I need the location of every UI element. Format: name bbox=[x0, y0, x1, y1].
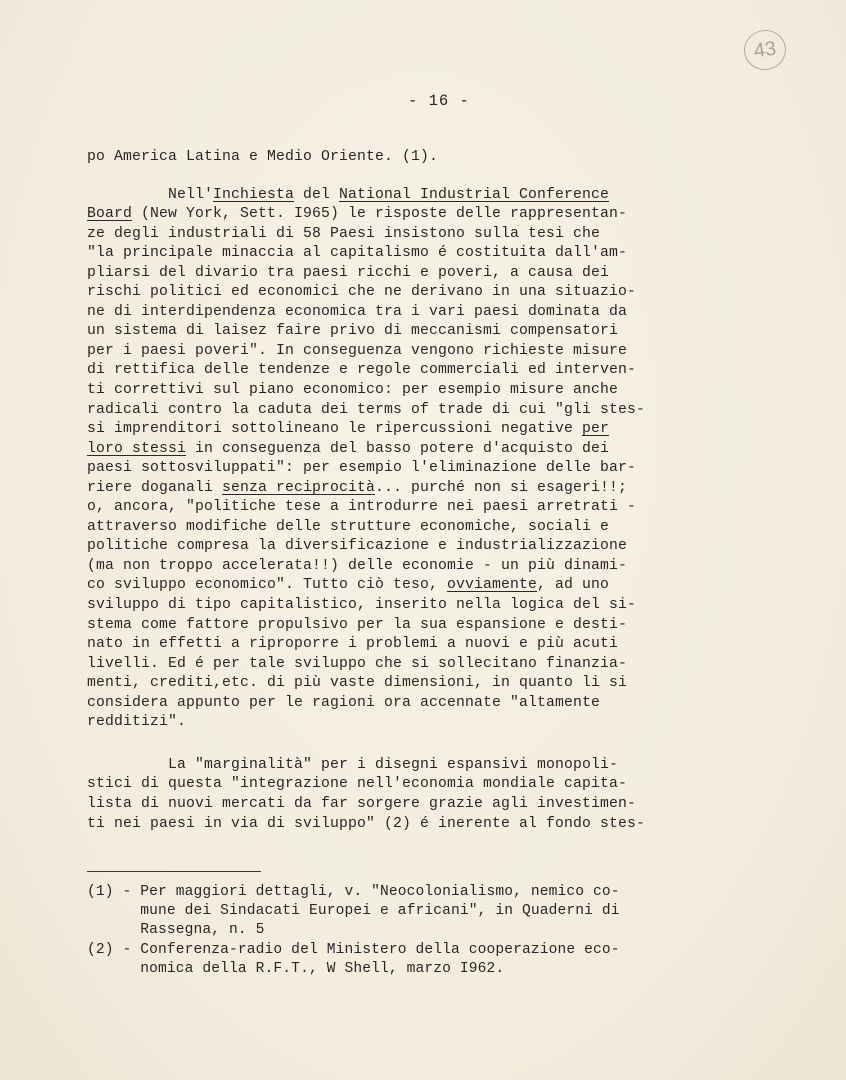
text-line: loro stessi in conseguenza del basso potere d'acquisto dei bbox=[87, 440, 609, 457]
underlined-text: Board bbox=[87, 206, 132, 223]
text-line: stema come fattore propulsivo per la sua espansione e desti- bbox=[87, 616, 627, 633]
text-line: ne di interdipendenza economica tra i vari paesi dominata da bbox=[87, 303, 627, 320]
text-line: radicali contro la caduta dei terms of trade di cui "gli stes- bbox=[87, 401, 645, 418]
text-line: o, ancora, "politiche tese a introdurre nei paesi arretrati - bbox=[87, 499, 636, 516]
text-line: lista di nuovi mercati da far sorgere grazie agli investimen- bbox=[87, 795, 636, 812]
text-line: politiche compresa la diversificazione e industrializzazione bbox=[87, 538, 627, 555]
text-line: livelli. Ed é per tale sviluppo che si sollecitano finanzia- bbox=[87, 655, 627, 672]
text-line: nato in effetti a riproporre i problemi a nuovi e più acuti bbox=[87, 636, 618, 653]
footnote-line: Rassegna, n. 5 bbox=[87, 922, 265, 939]
text-line: ze degli industriali di 58 Paesi insistono sulla tesi che bbox=[87, 225, 600, 242]
footnote-line: nomica della R.F.T., W Shell, marzo I962. bbox=[87, 960, 505, 977]
underlined-text: Inchiesta bbox=[213, 186, 294, 203]
text-line: "la principale minaccia al capitalismo é costituita dall'am- bbox=[87, 245, 627, 262]
underlined-text: ovviamente bbox=[446, 577, 537, 594]
text-line: ti correttivi sul piano economico: per esempio misure anche bbox=[87, 382, 618, 399]
text-line: Nell'Inchiesta del National Industrial Conference bbox=[87, 186, 609, 203]
text-line: redditizi". bbox=[87, 714, 186, 731]
text-line: ti nei paesi in via di sviluppo" (2) é inerente al fondo stes- bbox=[87, 815, 645, 832]
paragraph-2 bbox=[87, 756, 727, 834]
text-line: La "marginalità" per i disegni espansivi monopoli- bbox=[87, 756, 618, 773]
text-line: paesi sottosviluppati": per esempio l'eliminazione delle bar- bbox=[87, 460, 636, 477]
text-line: di rettifica delle tendenze e regole commerciali ed interven- bbox=[87, 362, 636, 379]
body-text bbox=[87, 148, 727, 834]
text-line: si imprenditori sottolineano le ripercussioni negative per bbox=[87, 421, 609, 438]
text-line: (ma non troppo accelerata!!) delle economie - un più dinami- bbox=[87, 557, 627, 574]
text-line: Board (New York, Sett. I965) le risposte delle rappresentan- bbox=[87, 206, 627, 223]
footnote-line: mune dei Sindacati Europei e africani", in Quaderni di bbox=[87, 903, 620, 920]
underlined-text: per bbox=[581, 421, 609, 438]
page-stamp: 43 bbox=[741, 27, 788, 72]
underlined-text: senza reciprocità bbox=[222, 479, 375, 496]
text-line: riere doganali senza reciprocità... purché non si esageri!!; bbox=[87, 479, 627, 496]
text-line: rischi politici ed economici che ne derivano in una situazio- bbox=[87, 284, 636, 301]
text-line: considera appunto per le ragioni ora accennate "altamente bbox=[87, 694, 600, 711]
footnotes bbox=[87, 883, 727, 979]
text-line: sviluppo di tipo capitalistico, inserito nella logica del si- bbox=[87, 597, 636, 614]
text-line: stici di questa "integrazione nell'economia mondiale capita- bbox=[87, 776, 627, 793]
underlined-text: loro stessi bbox=[87, 440, 186, 457]
text-line: attraverso modifiche delle strutture economiche, sociali e bbox=[87, 518, 609, 535]
footnote-separator bbox=[87, 871, 261, 872]
footnote-line: (1) - Per maggiori dettagli, v. "Neocolonialismo, nemico co- bbox=[87, 884, 620, 900]
underlined-text: National Industrial Conference bbox=[339, 186, 609, 203]
text-line: per i paesi poveri". In conseguenza vengono richieste misure bbox=[87, 342, 627, 359]
text-line: un sistema di laisez faire privo di meccanismi compensatori bbox=[87, 323, 618, 340]
footnote-line: (2) - Conferenza-radio del Ministero della cooperazione eco- bbox=[87, 941, 620, 958]
text-line: menti, crediti,etc. di più vaste dimensioni, in quanto li si bbox=[87, 675, 627, 692]
text-line: co sviluppo economico". Tutto ciò teso, ovviamente, ad uno bbox=[87, 577, 609, 594]
page-number: - 16 - bbox=[408, 92, 470, 110]
text-line: pliarsi del divario tra paesi ricchi e poveri, a causa dei bbox=[87, 264, 609, 281]
paragraph-1 bbox=[87, 186, 727, 733]
text-line: po America Latina e Medio Oriente. (1). bbox=[87, 149, 438, 165]
